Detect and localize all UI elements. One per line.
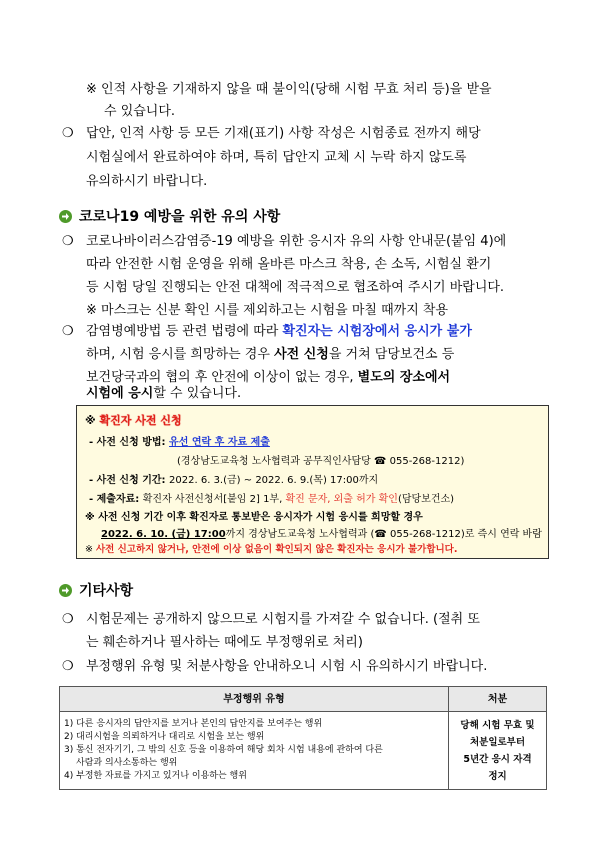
paragraph-text: 시험실에서 완료하여야 하며, 특히 답안지 교체 시 누락 하지 않도록	[86, 150, 467, 165]
list-item: 사람과 의사소통하는 행위	[76, 758, 178, 768]
table-cell-types	[60, 712, 449, 790]
paragraph-text: 코로나바이러스감염증-19 예방을 위한 응시자 유의 사항 안내문(붙임 4)에	[86, 234, 507, 249]
note-text: 수 있습니다.	[104, 104, 176, 119]
notice-title: ※ 확진자 사전 신청	[85, 414, 182, 427]
notice-row: ※ 사전 신청 기간 이후 확진자로 통보받은 응시자가 시험 응시를 희망할 경우	[85, 512, 423, 523]
emphasis-text: 사전 신청	[274, 347, 329, 362]
arrow-icon	[59, 584, 72, 597]
list-item: 1) 다른 응시자의 답안지를 보거나 본인의 답안지를 보여주는 행위	[64, 719, 323, 729]
paragraph-text: 감염병예방법 등 관련 법령에 따라 확진자는 시험장에서 응시가 불가	[86, 324, 472, 339]
bullet-icon: ❍	[62, 324, 74, 339]
notice-box	[76, 405, 549, 559]
paragraph-text: 시험문제는 공개하지 않으므로 시험지를 가져갈 수 없습니다. (절취 또	[86, 612, 480, 627]
paragraph-text: 유의하시기 바랍니다.	[86, 174, 208, 189]
paragraph-text: 부정행위 유형 및 처분사항을 안내하오니 시험 시 유의하시기 바랍니다.	[86, 659, 488, 674]
notice-row: (경상남도교육청 노사협력과 공무직인사담당 ☎ 055-268-1212)	[177, 456, 465, 467]
notice-row: 2022. 6. 10. (금) 17:00까지 경상남도교육청 노사협력과 (☎ 055-268-1212)로 즉시 연락 바람	[101, 529, 542, 540]
table-header: 부정행위 유형	[60, 687, 449, 712]
section-title: 코로나19 예방을 위한 유의 사항	[79, 209, 281, 225]
paragraph-text: 시험에 응시할 수 있습니다.	[86, 386, 242, 401]
paragraph-text: 하며, 시험 응시를 희망하는 경우 사전 신청을 거쳐 담당보건소 등	[86, 347, 455, 362]
notice-row: - 사전 신청 기간: 2022. 6. 3.(금) ~ 2022. 6. 9.(목) 17:00까지	[89, 475, 379, 486]
bullet-icon: ❍	[62, 234, 74, 249]
bullet-icon: ❍	[62, 612, 74, 627]
list-item: 2) 대리시험을 의뢰하거나 대리로 시험을 보는 행위	[64, 732, 265, 742]
note-text: ※ 인적 사항을 기재하지 않을 때 불이익(당해 시험 무효 처리 등)을 받을	[86, 82, 492, 97]
list-item: 3) 통신 전자기기, 그 밖의 신호 등을 이용하여 해당 회차 시험 내용에 관하여 다른	[64, 745, 383, 755]
bullet-icon: ❍	[62, 126, 74, 141]
method-link[interactable]: 유선 연락 후 자료 제출	[169, 437, 270, 448]
table-cell-penalty: 당해 시험 무효 및 처분일로부터 5년간 응시 자격 정지	[449, 712, 547, 790]
notice-warning: ※ 사전 신고하지 않거나, 안전에 이상 없음이 확인되지 않은 확진자는 응시가 불가합니다.	[85, 544, 458, 555]
misconduct-table	[59, 686, 547, 790]
emphasis-text: 별도의 장소에서	[357, 370, 451, 385]
paragraph-text: 따라 안전한 시험 운영을 위해 올바른 마스크 착용, 손 소독, 시험실 환기	[86, 257, 492, 272]
paragraph-text: 는 훼손하거나 필사하는 때에도 부정행위로 처리)	[86, 635, 363, 650]
note-text: ※ 마스크는 신분 확인 시를 제외하고는 시험을 마칠 때까지 착용	[86, 303, 449, 318]
section-title: 기타사항	[79, 583, 134, 599]
paragraph-text: 답안, 인적 사항 등 모든 기재(표기) 사항 작성은 시험종료 전까지 해당	[86, 126, 481, 141]
list-item: 4) 부정한 자료를 가지고 있거나 이용하는 행위	[64, 771, 247, 781]
emphasis-text: 시험에 응시	[86, 386, 154, 401]
emphasis-text: 확진자는 시험장에서 응시가 불가	[282, 324, 472, 339]
table-header: 처분	[449, 687, 547, 712]
paragraph-text: 보건당국과의 협의 후 안전에 이상이 없는 경우, 별도의 장소에서	[86, 370, 451, 385]
bullet-icon: ❍	[62, 659, 74, 674]
notice-row: - 사전 신청 방법: 유선 연락 후 자료 제출	[89, 437, 270, 448]
paragraph-text: 등 시험 당일 진행되는 안전 대책에 적극적으로 협조하여 주시기 바랍니다.	[86, 280, 505, 295]
arrow-icon	[59, 210, 72, 223]
notice-row: - 제출자료: 확진자 사전신청서[붙임 2] 1부, 확진 문자, 외출 허가 확인(담당보건소)	[89, 494, 455, 505]
